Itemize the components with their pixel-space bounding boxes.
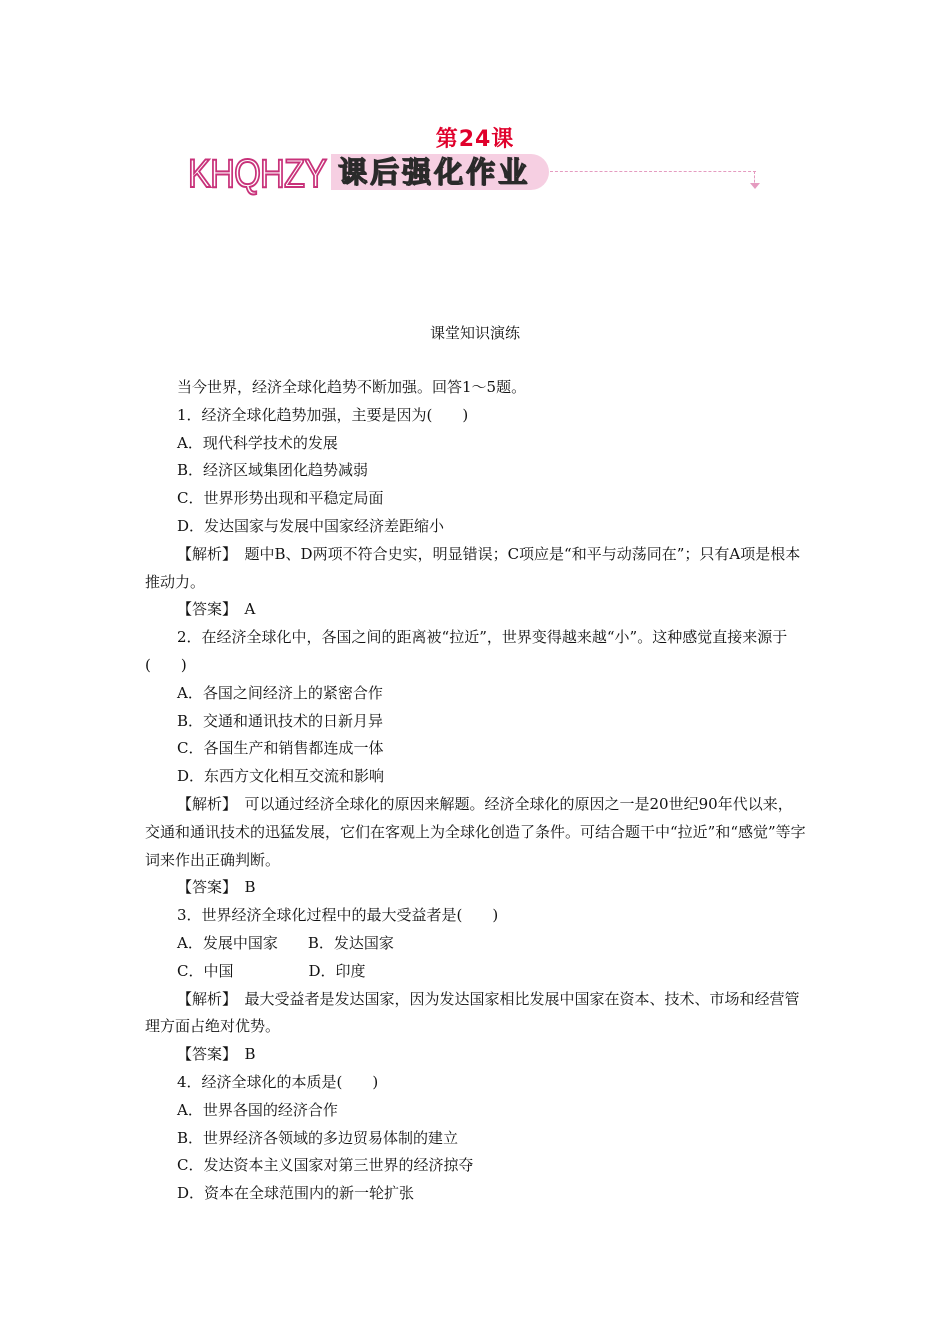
question-1-stem: 1．经济全球化趋势加强，主要是因为( ) xyxy=(177,405,469,424)
analysis-tag: 【解析】 xyxy=(177,794,230,813)
analysis-tag: 【解析】 xyxy=(177,989,230,1008)
question-1-answer xyxy=(145,596,807,624)
answer-tag: 【答案】 xyxy=(177,600,230,619)
analysis-tag: 【解析】 xyxy=(177,544,230,563)
question-2-option-a: A．各国之间经济上的紧密合作 xyxy=(177,683,383,702)
answer-value: B xyxy=(229,878,256,897)
question-3-options-cd: C．中国 D．印度 xyxy=(177,961,366,980)
banner-latin-logo: KHQHZY xyxy=(188,152,327,196)
question-4-option-a: A．世界各国的经济合作 xyxy=(177,1100,338,1119)
banner-chinese-title: 课后强化作业 xyxy=(338,155,531,189)
answer-tag: 【答案】 xyxy=(177,1045,230,1064)
question-2-option-d: D．东西方文化相互交流和影响 xyxy=(177,767,385,786)
question-2-answer xyxy=(145,874,807,902)
analysis-text: 可以通过经济全球化的原因来解题。经济全球化的原因之一是20世纪90年代以来，交通和通讯技术的迅猛发展，它们在客观上为全球化创造了条件。可结合题干中“拉近”和“感觉”等字词来作出正确判断。 xyxy=(145,794,806,869)
question-3-stem: 3．世界经济全球化过程中的最大受益者是( ) xyxy=(177,906,499,925)
question-3-options-ab: A．发展中国家 B．发达国家 xyxy=(177,933,394,952)
question-1-analysis xyxy=(145,541,807,597)
question-3-answer xyxy=(145,1041,807,1069)
question-1-option-b: B．经济区域集团化趋势减弱 xyxy=(177,461,369,480)
question-4-option-b: B．世界经济各领域的多边贸易体制的建立 xyxy=(177,1128,459,1147)
banner-dashed-line xyxy=(550,171,756,172)
question-2-option-c: C．各国生产和销售都连成一体 xyxy=(177,739,384,758)
section-title: 课堂知识演练 xyxy=(429,324,520,342)
question-3-analysis xyxy=(145,986,807,1042)
question-2-stem: 2．在经济全球化中，各国之间的距离被“拉近”，世界变得越来越“小”。这种感觉直接来源于( ) xyxy=(145,628,788,674)
question-4-option-c: C．发达资本主义国家对第三世界的经济掠夺 xyxy=(177,1156,474,1175)
question-1-option-a: A．现代科学技术的发展 xyxy=(177,433,338,452)
lesson-title: 第24课 xyxy=(435,127,515,152)
question-4-option-d: D．资本在全球范围内的新一轮扩张 xyxy=(177,1184,415,1203)
answer-value: A xyxy=(229,600,256,619)
question-2-analysis xyxy=(145,791,807,874)
arrow-down-icon xyxy=(750,183,760,189)
question-1-option-d: D．发达国家与发展中国家经济差距缩小 xyxy=(177,516,445,535)
question-4-stem: 4．经济全球化的本质是( ) xyxy=(177,1072,379,1091)
homework-banner xyxy=(188,150,768,200)
answer-tag: 【答案】 xyxy=(177,878,230,897)
answer-value: B xyxy=(229,1045,256,1064)
document-body xyxy=(145,374,807,1208)
analysis-text: 题中B、D两项不符合史实，明显错误；C项应是“和平与动荡同在”；只有A项是根本推动力。 xyxy=(145,544,801,591)
question-1-option-c: C．世界形势出现和平稳定局面 xyxy=(177,489,384,508)
intro-text: 当今世界，经济全球化趋势不断加强。回答1～5题。 xyxy=(177,378,527,396)
question-2-option-b: B．交通和通讯技术的日新月异 xyxy=(177,711,384,730)
analysis-text: 最大受益者是发达国家，因为发达国家相比发展中国家在资本、技术、市场和经营管理方面占绝对优势。 xyxy=(145,989,800,1036)
